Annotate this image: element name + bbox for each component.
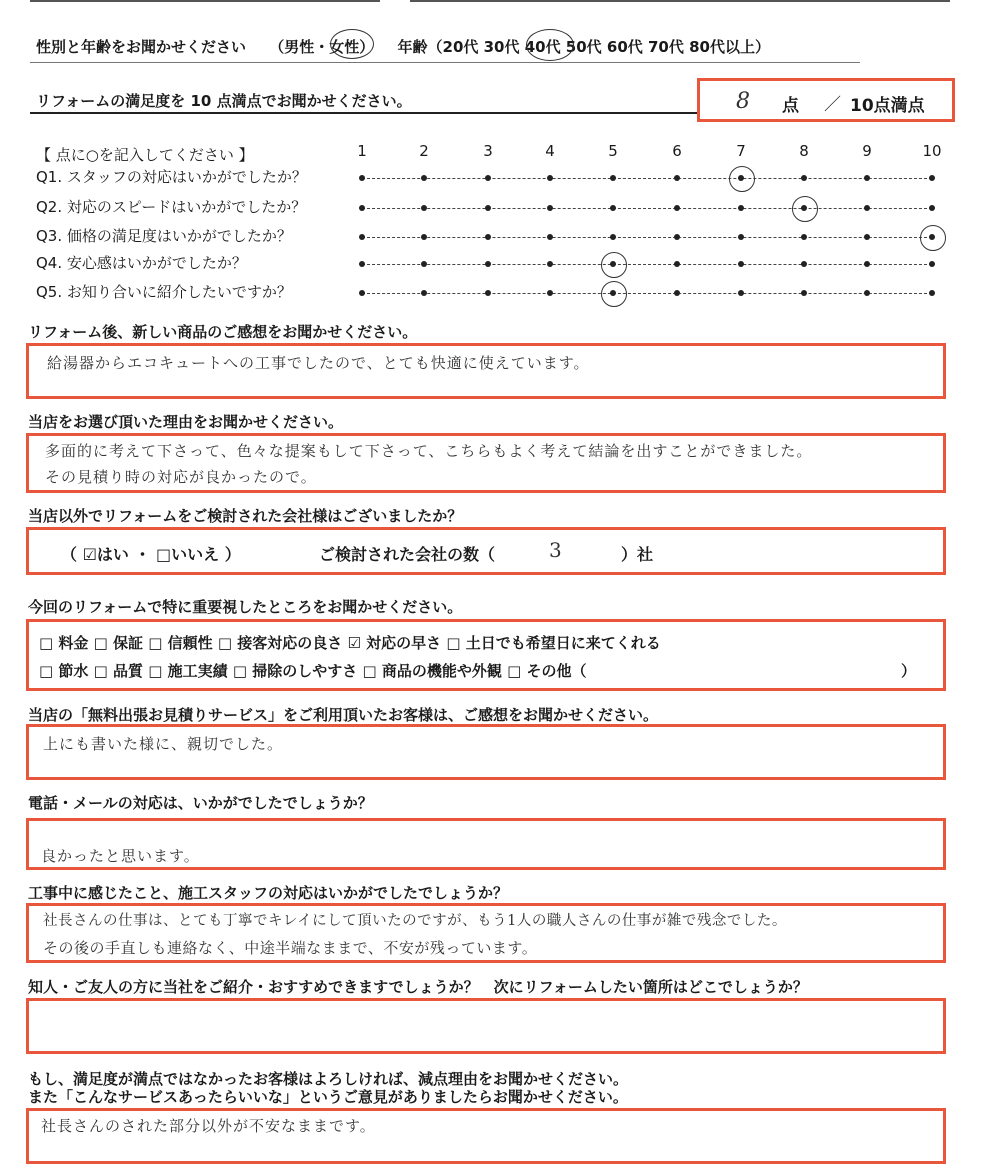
rating-selected-circle <box>920 225 946 251</box>
rating-dot[interactable] <box>547 205 553 211</box>
rating-dot[interactable] <box>801 290 807 296</box>
top-rule-right <box>410 0 950 2</box>
gender-options: （男性・女性） <box>269 38 375 56</box>
scale-number: 7 <box>736 142 746 160</box>
selected-gender-circle <box>330 29 374 59</box>
estimate-question: 当店の「無料出張お見積りサービス」をご利用頂いたお客様は、ご感想をお聞かせください。 <box>28 706 659 724</box>
rating-dot[interactable] <box>359 205 365 211</box>
rating-line-5 <box>362 293 932 294</box>
rating-dot[interactable] <box>801 261 807 267</box>
age-label: 年齢 <box>397 38 428 56</box>
construction-answer-line-1: 社長さんの仕事は、とても丁寧でキレイにして頂いたのですが、もう1人の職人さんの仕事が雑で残念でした。 <box>43 913 787 929</box>
rating-dot[interactable] <box>547 175 553 181</box>
rating-dot[interactable] <box>359 234 365 240</box>
score-separator: ／ <box>824 95 841 115</box>
score-question: リフォームの満足度を 10 点満点でお聞かせください。 <box>36 92 412 110</box>
rating-dot[interactable] <box>801 175 807 181</box>
rating-dot[interactable] <box>485 175 491 181</box>
rating-question-3: Q3. 価格の満足度はいかがでしたか？ <box>36 227 292 245</box>
scale-number: 4 <box>545 142 555 160</box>
referral-answer-box <box>26 998 946 1054</box>
rating-selected-circle <box>729 166 755 192</box>
rating-dot[interactable] <box>929 290 935 296</box>
rating-dot[interactable] <box>547 290 553 296</box>
rating-dot[interactable] <box>738 261 744 267</box>
rating-question-2: Q2. 対応のスピードはいかがでしたか？ <box>36 198 307 216</box>
rating-dot[interactable] <box>421 175 427 181</box>
rating-question-5: Q5. お知り合いに紹介したいですか？ <box>36 283 292 301</box>
rating-dot[interactable] <box>929 175 935 181</box>
other-companies-options: （ ☑はい ・ □いいえ ） <box>61 545 241 564</box>
gender-age-row <box>36 36 770 57</box>
rating-dot[interactable] <box>864 205 870 211</box>
score-underline <box>30 112 700 114</box>
rating-dot[interactable] <box>421 205 427 211</box>
rating-dot[interactable] <box>864 234 870 240</box>
rating-dot[interactable] <box>738 205 744 211</box>
rating-dot[interactable] <box>359 175 365 181</box>
gender-underline <box>30 62 860 63</box>
rating-dot[interactable] <box>359 261 365 267</box>
rating-dot[interactable] <box>864 175 870 181</box>
construction-answer-box <box>26 903 946 963</box>
impression-answer-line: 給湯器からエコキュートへの工事でしたので、とても快適に使えています。 <box>47 354 590 372</box>
rating-line-1 <box>362 178 932 179</box>
priority-row-1: □ 料金 □ 保証 □ 信頼性 □ 接客対応の良さ ☑ 対応の早さ □ 土日でも希望日に来てくれる <box>39 634 661 652</box>
rating-dot[interactable] <box>485 205 491 211</box>
priority-row-2-end: ） <box>901 662 917 680</box>
reason-answer-box <box>26 433 946 493</box>
rating-dot[interactable] <box>674 261 680 267</box>
top-rule-left <box>30 0 380 2</box>
rating-dot[interactable] <box>610 175 616 181</box>
priority-box <box>26 619 946 691</box>
rating-line-2 <box>362 208 932 209</box>
rating-dot[interactable] <box>929 205 935 211</box>
scale-number: 3 <box>483 142 493 160</box>
rating-dot[interactable] <box>674 205 680 211</box>
other-companies-question: 当店以外でリフォームをご検討された会社様はございましたか？ <box>28 507 463 525</box>
reason-answer-line-2: その見積り時の対応が良かったので。 <box>45 468 317 486</box>
rating-selected-circle <box>792 196 818 222</box>
rating-instruction: 【 点に○を記入してください 】 <box>36 146 254 164</box>
rating-dot[interactable] <box>359 290 365 296</box>
scale-number: 10 <box>922 142 942 160</box>
contact-answer-box <box>26 818 946 870</box>
gender-age-label: 性別と年齢をお聞かせください <box>36 38 247 56</box>
score-unit: 点 <box>782 96 799 116</box>
rating-dot[interactable] <box>485 290 491 296</box>
rating-dot[interactable] <box>801 234 807 240</box>
deduction-question-line-1: もし、満足度が満点ではなかったお客様はよろしければ、減点理由をお聞かせください。 <box>28 1070 629 1088</box>
referral-question: 知人・ご友人の方に当社をご紹介・おすすめできますでしょうか？ 次にリフォームしたい箇所はどこでしょうか？ <box>28 978 808 996</box>
rating-selected-circle <box>601 252 627 278</box>
company-count-value: 3 <box>549 538 563 562</box>
scale-number: 8 <box>799 142 809 160</box>
rating-line-4 <box>362 264 932 265</box>
rating-selected-circle <box>601 281 627 307</box>
rating-dot[interactable] <box>674 234 680 240</box>
rating-dot[interactable] <box>610 234 616 240</box>
contact-answer-line: 良かったと思います。 <box>41 847 200 865</box>
deduction-answer-line: 社長さんのされた部分以外が不安なままです。 <box>41 1117 376 1135</box>
rating-question-4: Q4. 安心感はいかがでしたか？ <box>36 254 247 272</box>
deduction-answer-box <box>26 1108 946 1164</box>
rating-line-3 <box>362 237 932 238</box>
rating-dot[interactable] <box>674 175 680 181</box>
rating-question-1: Q1. スタッフの対応はいかがでしたか？ <box>36 168 307 186</box>
reason-question: 当店をお選び頂いた理由をお聞かせください。 <box>28 413 344 431</box>
selected-age-circle <box>526 29 574 61</box>
priority-question: 今回のリフォームで特に重要視したところをお聞かせください。 <box>28 598 463 616</box>
score-box <box>697 78 955 122</box>
rating-dot[interactable] <box>547 261 553 267</box>
rating-dot[interactable] <box>485 261 491 267</box>
score-max: 10点満点 <box>850 96 925 116</box>
scale-number: 1 <box>357 142 367 160</box>
company-count-label: ご検討された会社の数（ <box>319 545 496 564</box>
impression-question: リフォーム後、新しい商品のご感想をお聞かせください。 <box>28 323 418 341</box>
rating-dot[interactable] <box>738 290 744 296</box>
deduction-question-line-2: また「こんなサービスあったらいいな」というご意見がありましたらお聞かせください。 <box>28 1088 628 1106</box>
scale-number: 6 <box>672 142 682 160</box>
rating-dot[interactable] <box>674 290 680 296</box>
rating-dot[interactable] <box>485 234 491 240</box>
estimate-answer-line: 上にも書いた様に、親切でした。 <box>43 735 284 753</box>
score-value: 8 <box>736 89 751 114</box>
scale-number: 5 <box>608 142 618 160</box>
reason-answer-line-1: 多面的に考えて下さって、色々な提案もして下さって、こちらもよく考えて結論を出すことができました。 <box>45 442 813 460</box>
rating-dot[interactable] <box>738 234 744 240</box>
contact-question: 電話・メールの対応は、いかがでしたでしょうか？ <box>28 794 373 812</box>
estimate-answer-box <box>26 724 946 780</box>
company-count-suffix: ）社 <box>621 545 654 564</box>
other-companies-box <box>26 527 946 575</box>
rating-dot[interactable] <box>864 290 870 296</box>
rating-dot[interactable] <box>547 234 553 240</box>
scale-number: 2 <box>419 142 429 160</box>
rating-dot[interactable] <box>421 290 427 296</box>
rating-dot[interactable] <box>929 261 935 267</box>
rating-dot[interactable] <box>864 261 870 267</box>
construction-answer-line-2: その後の手直しも連絡なく、中途半端なままで、不安が残っています。 <box>43 939 538 957</box>
construction-question: 工事中に感じたこと、施工スタッフの対応はいかがでしたでしょうか？ <box>28 884 509 902</box>
scale-number: 9 <box>862 142 872 160</box>
rating-dot[interactable] <box>610 205 616 211</box>
rating-dot[interactable] <box>421 234 427 240</box>
age-options: （20代 30代 40代 50代 60代 70代 80代以上） <box>427 38 770 56</box>
impression-answer-box <box>26 343 946 399</box>
priority-row-2: □ 節水 □ 品質 □ 施工実績 □ 掃除のしやすさ □ 商品の機能や外観 □ その他（ <box>39 662 587 680</box>
rating-dot[interactable] <box>421 261 427 267</box>
